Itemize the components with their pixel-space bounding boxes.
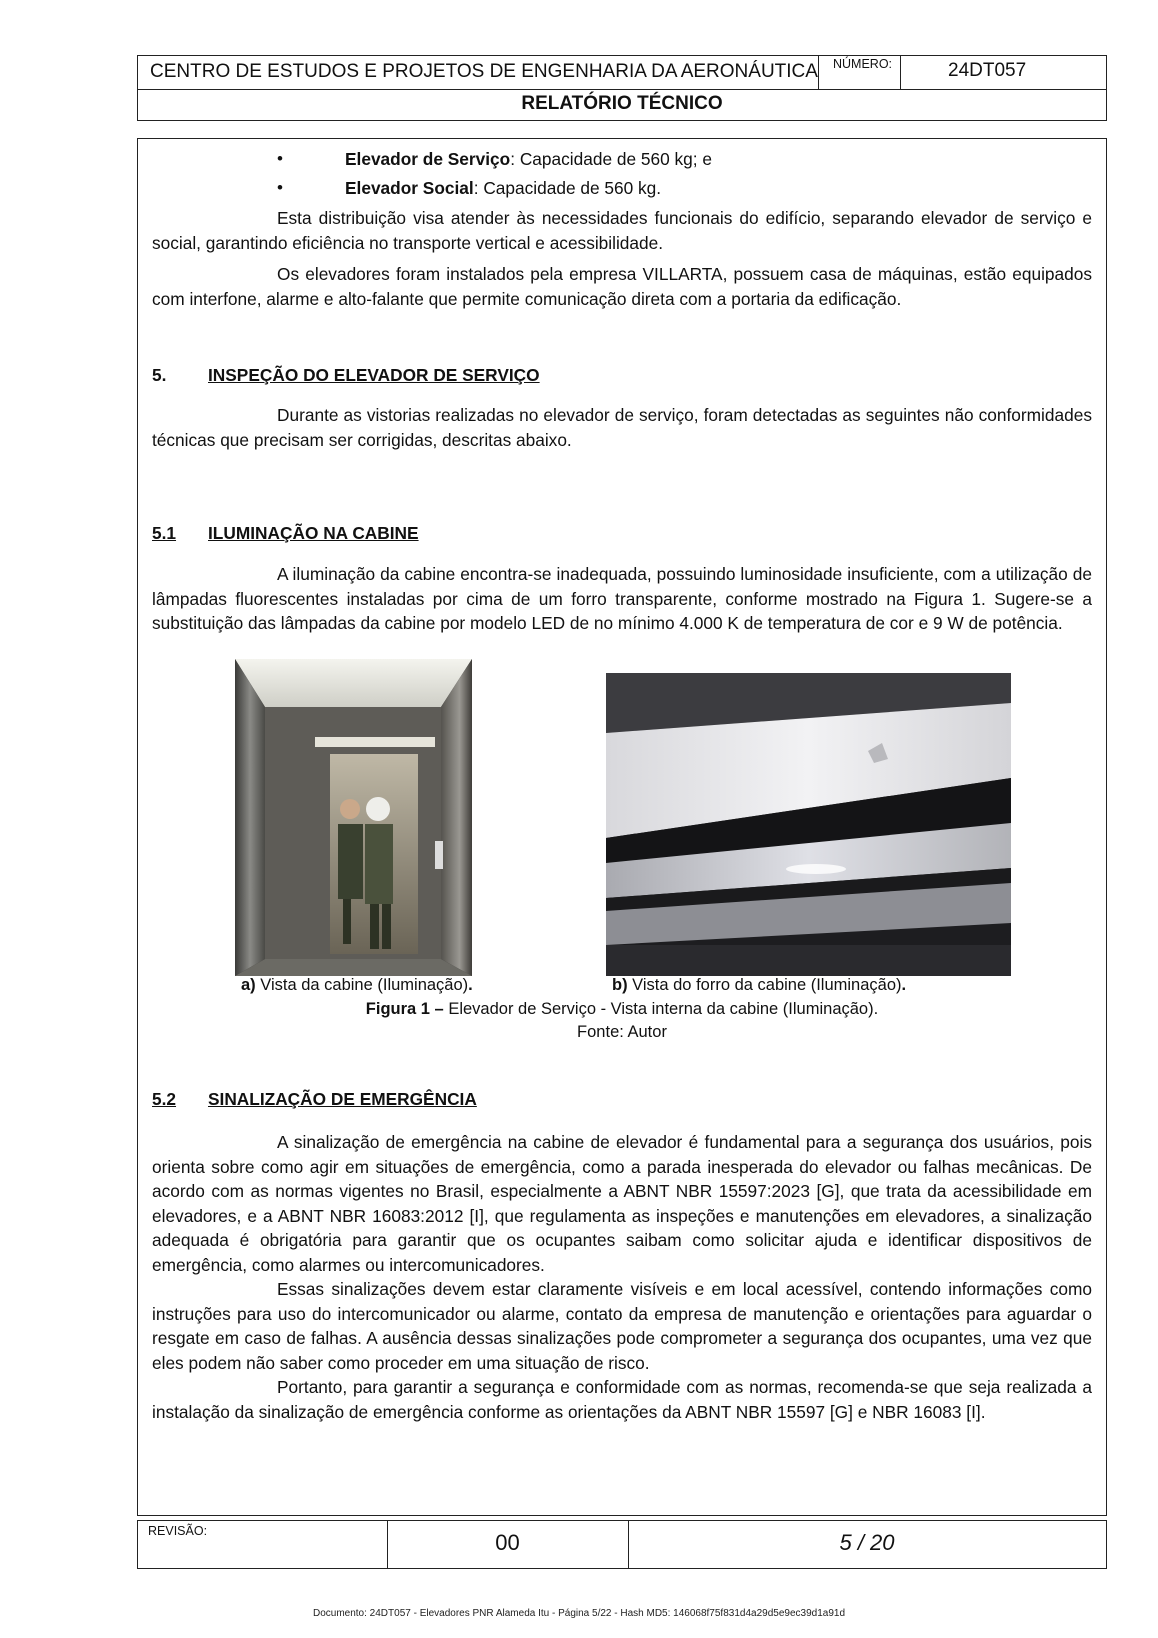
bullet-item: [345, 178, 661, 199]
organization-name: CENTRO DE ESTUDOS E PROJETOS DE ENGENHARIA DA AERONÁUTICA: [150, 61, 818, 82]
caption-a-end: .: [468, 976, 473, 994]
caption-b-text: Vista do forro da cabine (Iluminação): [627, 976, 902, 994]
bullet-bold: Elevador Social: [345, 178, 474, 198]
caption-b-label: b): [612, 976, 628, 994]
section-number: 5.1: [152, 523, 177, 543]
section-paragraph: Essas sinalizações devem estar claramente visíveis e em local acessível, contendo informações como instruções para uso do intercomunicador ou alarme, contato da empresa de manutenção e orientações para aguardar o resgate em caso de falhas. A ausência dessas sinalizações pode comprometer a segurança dos ocupantes, uma vez que eles podem não saber como proceder em uma situação de risco.: [152, 1279, 1092, 1373]
bullet-item: [345, 149, 712, 170]
header-divider-v2: [900, 55, 901, 89]
document-number: 24DT057: [948, 60, 1027, 81]
ceiling-photo-image: [606, 673, 1011, 976]
footer-divider: [1106, 1520, 1107, 1568]
figure-caption-a: [241, 976, 473, 995]
footer-top-line: [137, 1520, 1107, 1521]
bullet-bold: Elevador de Serviço: [345, 149, 511, 169]
section-number: 5.: [152, 365, 167, 385]
bullet-text: : Capacidade de 560 kg.: [473, 178, 662, 198]
section-paragraph: Portanto, para garantir a segurança e conformidade com as normas, recomenda-se que seja realizada a instalação da sinalização de emergência conforme as orientações da ABNT NBR 15597 [G] e NBR 16083 [I].: [152, 1377, 1092, 1422]
ceiling-photo: [606, 673, 1011, 976]
section-title: INSPEÇÃO DO ELEVADOR DE SERVIÇO: [208, 365, 540, 385]
intro-paragraph: Esta distribuição visa atender às necessidades funcionais do edifício, separando elevador de serviço e social, garantindo eficiência no transporte vertical e acessibilidade.: [152, 208, 1092, 253]
bullet-icon: •: [277, 178, 283, 197]
caption-a-text: Vista da cabine (Iluminação): [255, 976, 469, 994]
figure-caption-b: [612, 976, 906, 995]
footer-divider: [137, 1520, 138, 1568]
bullet-text: : Capacidade de 560 kg; e: [510, 149, 712, 169]
caption-a-label: a): [241, 976, 256, 994]
document-footer-line: Documento: 24DT057 - Elevadores PNR Alameda Itu - Página 5/22 - Hash MD5: 146068f75f831d4a29d5e9ec39d1a91d: [312, 1608, 846, 1619]
page-number: 5 / 20: [839, 1530, 895, 1555]
report-title: RELATÓRIO TÉCNICO: [521, 93, 723, 114]
footer-bottom-line: [137, 1568, 1107, 1569]
revision-value: 00: [495, 1530, 520, 1555]
figure-text: Elevador de Serviço - Vista interna da cabine (Iluminação).: [443, 1000, 879, 1018]
bullet-icon: •: [277, 149, 283, 168]
header-divider: [137, 89, 1107, 90]
cabin-photo-image: [235, 659, 472, 976]
section-paragraph: A iluminação da cabine encontra-se inadequada, possuindo luminosidade insuficiente, com a utilização de lâmpadas fluorescentes instaladas por cima de um forro transparente, conforme mostrado na Figura 1. Sugere-se a substituição das lâmpadas da cabine por modelo LED de no mínimo 4.000 K de temperatura de cor e 9 W de potência.: [152, 564, 1092, 633]
intro-paragraph: Os elevadores foram instalados pela empresa VILLARTA, possuem casa de máquinas, estão equipados com interfone, alarme e alto-falante que permite comunicação direta com a portaria da edificação.: [152, 264, 1092, 309]
header-divider-v1: [818, 55, 819, 89]
number-label: NÚMERO:: [833, 57, 893, 71]
figure-caption: [137, 1000, 1107, 1019]
section-title: ILUMINAÇÃO NA CABINE: [208, 523, 419, 543]
section-number: 5.2: [152, 1089, 177, 1109]
cabin-photo: [235, 659, 472, 976]
section-title: SINALIZAÇÃO DE EMERGÊNCIA: [208, 1089, 477, 1109]
section-paragraph: Durante as vistorias realizadas no elevador de serviço, foram detectadas as seguintes não conformidades técnicas que precisam ser corrigidas, descritas abaixo.: [152, 405, 1092, 450]
section-paragraph: A sinalização de emergência na cabine de elevador é fundamental para a segurança dos usuários, pois orienta sobre como agir em situações de emergência, como a parada inesperada do elevador ou falhas mecânicas. De acordo com as normas vigentes no Brasil, especialmente a ABNT NBR 15597:2023 [G], que trata da acessibilidade em elevadores, e a ABNT NBR 16083:2012 [I], que regulamenta as inspeções e manutenções em elevadores, a sinalização adequada é obrigatória para garantir que os ocupantes saibam como solicitar ajuda e identificar dispositivos de emergência, como alarmes ou intercomunicadores.: [152, 1132, 1092, 1275]
figure-label: Figura 1 –: [365, 1000, 444, 1018]
figure-source: Fonte: Autor: [577, 1023, 667, 1041]
revision-label: REVISÃO:: [148, 1524, 208, 1538]
caption-b-end: .: [901, 976, 907, 994]
